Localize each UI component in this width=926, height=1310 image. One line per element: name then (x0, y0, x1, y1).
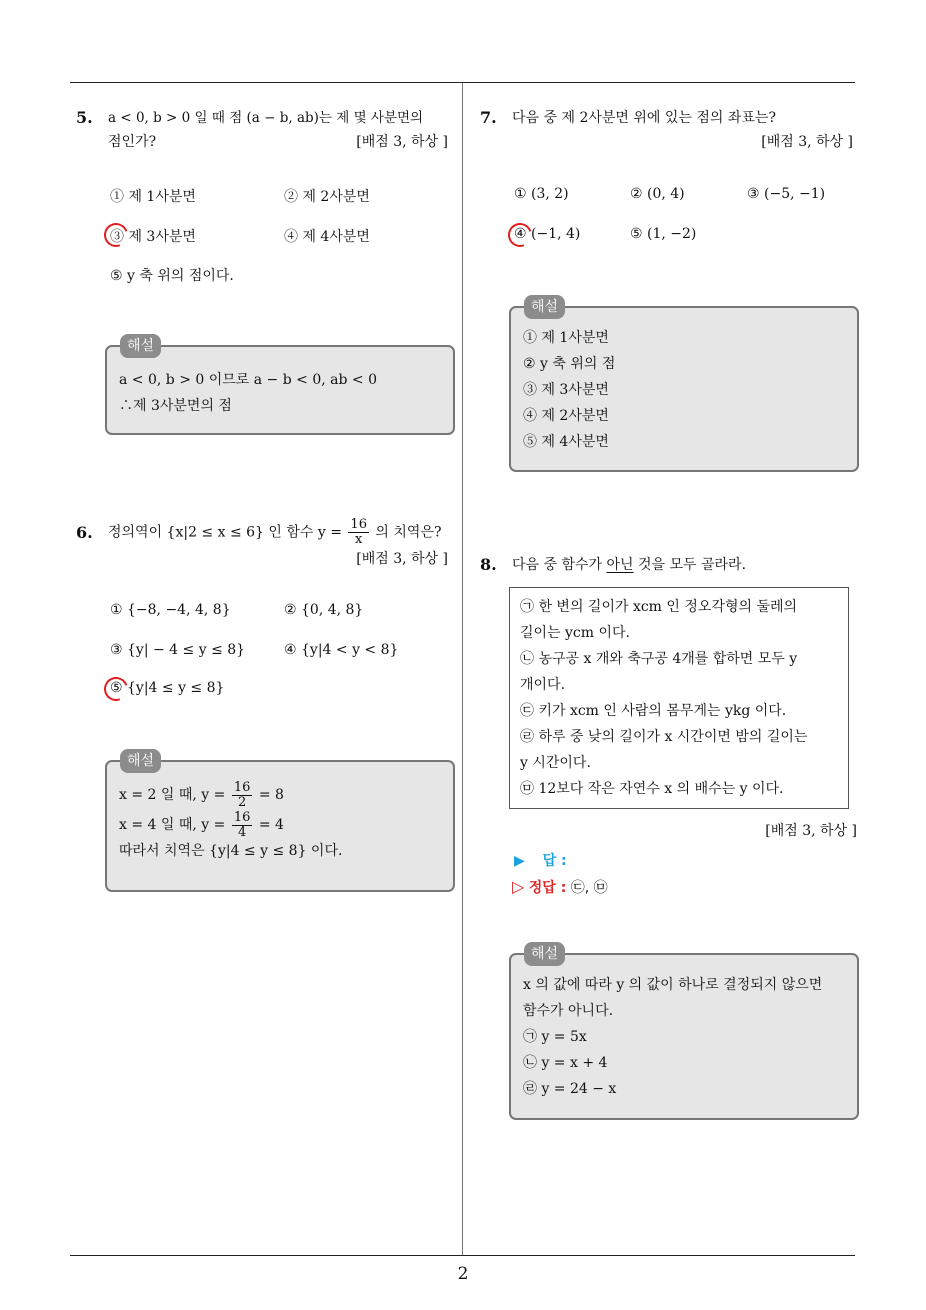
option-4[interactable]: ④ 제 4사분면 (284, 229, 370, 245)
option-1[interactable]: ① (3, 2) (514, 186, 569, 202)
fraction-denominator: 2 (237, 794, 247, 810)
solution-line: ㉡ y = x + 4 (523, 1055, 608, 1071)
solution-box (105, 338, 455, 435)
statement-box (509, 587, 849, 809)
solution-body (107, 762, 453, 872)
statement-line: ㉠ 한 변의 길이가 xcm 인 정오각형의 둘레의 (520, 599, 798, 615)
answer-line (514, 850, 567, 870)
score-meta: [배점 3, 하상 ] (356, 134, 448, 150)
solution-text: = 8 (258, 787, 284, 803)
solution-line: 함수가 아니다. (523, 1003, 614, 1019)
option-2[interactable]: ② (0, 4) (630, 186, 685, 202)
solution-line: ⑤ 제 4사분면 (523, 434, 609, 450)
fraction-denominator: 4 (237, 824, 247, 840)
solution-tag: 해설 (120, 334, 161, 358)
question-text (512, 553, 855, 577)
solution-text: x = 4 일 때, y = (119, 817, 226, 833)
solution-line: ∴제 3사분면의 점 (119, 398, 232, 414)
solution-tag: 해설 (120, 749, 161, 773)
page-number: 2 (457, 1264, 469, 1284)
question-text-suffix: 것을 모두 골라라. (633, 557, 747, 573)
solution-body (511, 308, 857, 465)
solution-line: a < 0, b > 0 이므로 a − b < 0, ab < 0 (119, 372, 377, 388)
option-3[interactable]: ③ {y| − 4 ≤ y ≤ 8} (110, 642, 246, 658)
solution-text: x = 2 일 때, y = (119, 787, 226, 803)
fraction-numerator: 16 (350, 517, 367, 532)
play-arrow-icon: ▶ (514, 853, 525, 869)
question-7 (480, 106, 855, 154)
statement-line: ㉣ 하루 중 낮의 길이가 x 시간이면 밤의 길이는 (520, 729, 808, 745)
question-text (108, 106, 454, 154)
statement-line: 길이는 ycm 이다. (520, 625, 630, 641)
solution-box (105, 753, 455, 892)
option-4[interactable]: ④ {y|4 < y < 8} (284, 642, 399, 658)
fraction-numerator: 16 (233, 779, 251, 795)
option-3[interactable] (110, 226, 196, 246)
question-text-line: a < 0, b > 0 일 때 점 (a − b, ab)는 제 몇 사분면의 (108, 110, 424, 126)
fraction (232, 811, 253, 840)
answer-circle-mark (100, 673, 132, 705)
solution-text: = 4 (258, 817, 284, 833)
question-8 (480, 553, 855, 577)
option-label: ④ (−1, 4) (514, 226, 581, 242)
answer-label: 답 : (542, 853, 567, 869)
option-4[interactable] (514, 226, 580, 242)
option-label: ⑤ {y|4 ≤ y ≤ 8} (110, 680, 225, 696)
option-5[interactable] (110, 680, 224, 696)
question-5 (76, 106, 454, 154)
solution-line: 따라서 치역은 {y|4 ≤ y ≤ 8} 이다. (119, 843, 343, 859)
option-3[interactable]: ③ (−5, −1) (747, 186, 826, 202)
statement-line: ㉢ 키가 xcm 인 사람의 몸무게는 ykg 이다. (520, 703, 787, 719)
question-text (108, 518, 454, 547)
footer-rule (70, 1255, 855, 1256)
solution-line: ② y 축 위의 점 (523, 356, 616, 372)
question-number: 5. (76, 108, 93, 127)
correct-answer-value: ㉢, ㉤ (570, 880, 608, 896)
question-text-prefix: 정의역이 {x|2 ≤ x ≤ 6} 인 함수 y = (108, 524, 342, 541)
solution-body (107, 347, 453, 429)
fraction (348, 518, 369, 547)
score-meta: [배점 3, 하상 ] (761, 134, 853, 150)
solution-box (509, 946, 859, 1120)
question-number: 6. (76, 523, 93, 542)
option-label: ③ 제 3사분면 (110, 229, 196, 245)
solution-line: x 의 값에 따라 y 의 값이 하나로 결정되지 않으면 (523, 977, 823, 993)
option-5[interactable]: ⑤ (1, −2) (630, 226, 697, 242)
statement-line: ㉡ 농구공 x 개와 축구공 4개를 합하면 모두 y (520, 651, 798, 667)
question-text-emphasis: 아닌 (606, 557, 634, 573)
solution-body (511, 955, 857, 1112)
fraction-denominator: x (355, 532, 363, 547)
answer-circle-mark (504, 219, 536, 251)
statement-line: 개이다. (520, 677, 566, 693)
score-meta: [배점 3, 하상 ] (356, 551, 448, 567)
question-text-prefix: 다음 중 함수가 (512, 557, 607, 573)
fraction (232, 781, 253, 810)
correct-answer-label: 정답 : (528, 880, 567, 896)
outline-arrow-icon: ▷ (512, 877, 525, 896)
answer-circle-mark (100, 219, 132, 251)
question-number: 7. (480, 108, 497, 127)
solution-line: ④ 제 2사분면 (523, 408, 609, 424)
option-2[interactable]: ② 제 2사분면 (284, 189, 370, 205)
question-6 (76, 518, 454, 571)
solution-line: ① 제 1사분면 (523, 330, 609, 346)
option-2[interactable]: ② {0, 4, 8} (284, 602, 364, 618)
solution-line: ㉠ y = 5x (523, 1029, 587, 1045)
solution-line: ㉣ y = 24 − x (523, 1081, 617, 1097)
question-text: 다음 중 제 2사분면 위에 있는 점의 좌표는? (512, 110, 776, 126)
question-number: 8. (480, 555, 497, 574)
question-text-suffix: 의 치역은? (375, 524, 442, 541)
statement-line: y 시간이다. (520, 755, 591, 771)
correct-answer-line (512, 877, 608, 897)
solution-line (119, 780, 443, 810)
solution-line: ③ 제 3사분면 (523, 382, 609, 398)
column-divider (462, 83, 463, 1255)
statement-line: ㉤ 12보다 작은 자연수 x 의 배수는 y 이다. (520, 781, 784, 797)
solution-tag: 해설 (524, 295, 565, 319)
fraction-numerator: 16 (233, 809, 251, 825)
option-1[interactable]: ① 제 1사분면 (110, 189, 196, 205)
score-meta: [배점 3, 하상 ] (765, 823, 857, 839)
option-1[interactable]: ① {−8, −4, 4, 8} (110, 602, 231, 618)
solution-box (509, 299, 859, 472)
question-text-line: 점인가? (108, 134, 157, 150)
solution-tag: 해설 (524, 942, 565, 966)
solution-line (119, 810, 443, 840)
option-5[interactable]: ⑤ y 축 위의 점이다. (110, 268, 234, 284)
